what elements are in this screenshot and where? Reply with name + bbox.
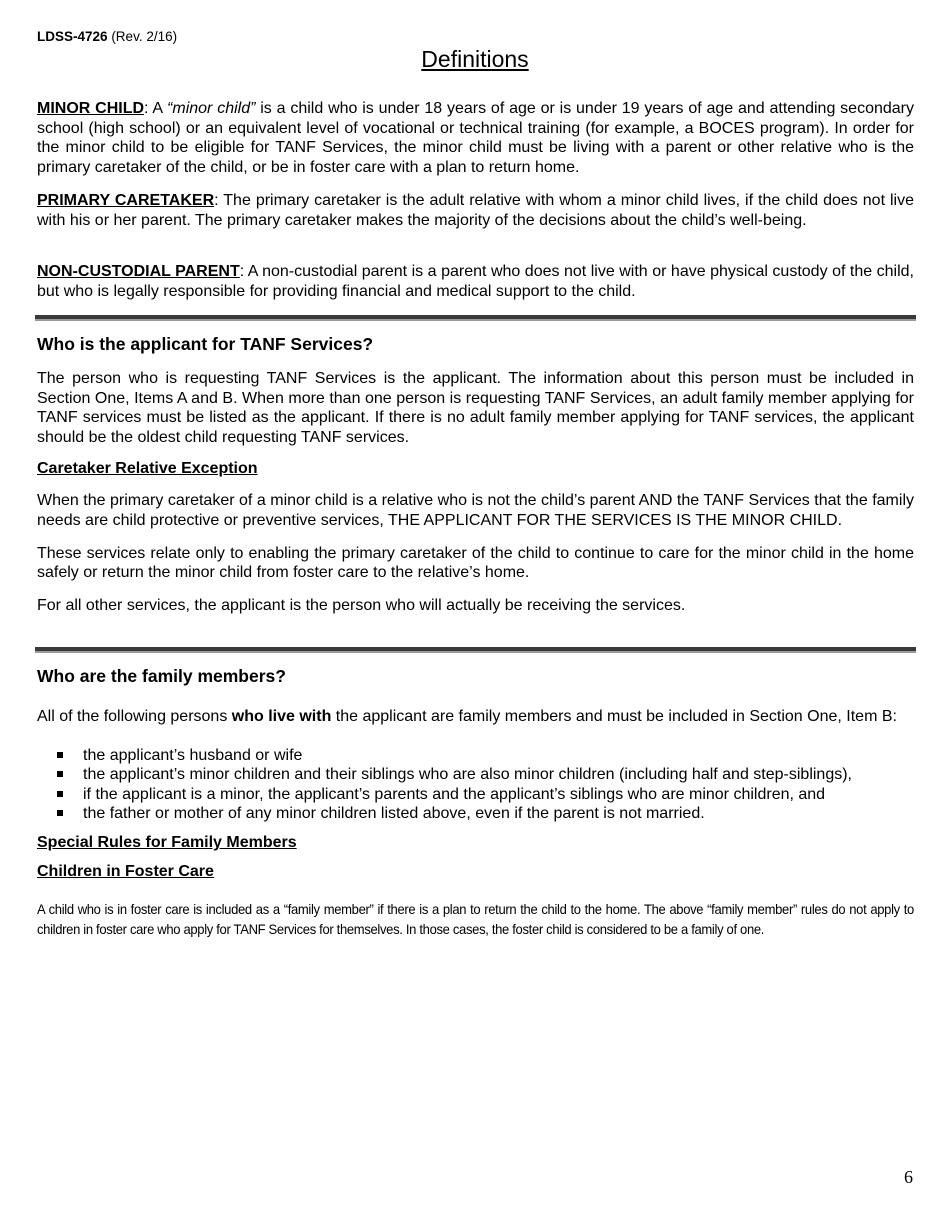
foster-care-text: A child who is in foster care is included as a “family member” if there is a plan to return the child to the home. The above “family member” rules do not apply to children in foster care who apply for TANF Services for themselves. In those cases, the foster child is considered to be a family of one. [37, 900, 914, 937]
foster-care-heading: Children in Foster Care [37, 862, 214, 880]
primary-caretaker-text: : The primary caretaker is the adult relative with whom a minor child lives, if the child does not live with his or her parent. The primary caretaker makes the majority of the decisions about the child’s well-being. [37, 192, 915, 229]
non-custodial-parent-text: : A non-custodial parent is a parent who does not live with or have physical custody of the child, but who is legally responsible for providing financial and medical support to the child. [37, 263, 915, 300]
form-number: LDSS-4726 [37, 29, 108, 44]
form-identifier [37, 29, 177, 44]
term-primary-caretaker: PRIMARY CARETAKER [37, 192, 215, 209]
services-text: These services relate only to enabling the primary caretaker of the child to continue to care for the minor child in the home safely or return the minor child from foster care to the relative’s home. [37, 544, 914, 582]
term-minor-child: MINOR CHILD [37, 100, 145, 117]
minor-child-italic: “minor child” [167, 100, 256, 117]
caretaker-exception-heading: Caretaker Relative Exception [37, 460, 258, 478]
term-non-custodial-parent: NON-CUSTODIAL PARENT [37, 263, 240, 280]
caretaker-exception-text: When the primary caretaker of a minor child is a relative who is not the child’s parent AND the TANF Services that the family needs are child protective or preventive services, THE APPLICANT FOR THE SERVICES IS THE MINOR CHILD. [37, 492, 914, 529]
family-heading: Who are the family members? [37, 666, 286, 686]
list-item: the father or mother of any minor children listed above, even if the parent is not married. [37, 804, 914, 824]
list-item: if the applicant is a minor, the applicant’s parents and the applicant’s siblings who are minor children, and [37, 785, 914, 805]
other-services-text: For all other services, the applicant is the person who will actually be receiving the services. [37, 596, 686, 614]
applicant-section [37, 334, 914, 615]
form-revision: (Rev. 2/16) [111, 29, 178, 44]
family-section [37, 666, 914, 939]
family-intro: All of the following persons who live with the applicant are family members and must be included in Section One, Item B: [37, 708, 897, 725]
definition-primary-caretaker [37, 191, 914, 230]
definition-minor-child: MINOR CHILD: A “minor child” is a child who is under 18 years of age or is under 19 years of age and attending secondary school (high school) or an equivalent level of vocational or technical training (for example, a BOCES program). In order for the minor child to be eligible for TANF Services, the minor child must be living with a parent or other relative who is the primary caretaker of the child, or be in foster care with a plan to return home. [37, 100, 914, 176]
applicant-intro: The person who is requesting TANF Services is the applicant. The information about this person must be included in Section One, Items A and B. When more than one person is requesting TANF Services, an adult family member applying for TANF services must be listed as the applicant. If there is no adult family member applying for TANF services, the applicant should be the oldest child requesting TANF services. [37, 370, 914, 446]
section-divider [35, 315, 916, 321]
section-divider [35, 647, 916, 653]
list-item: the applicant’s minor children and their siblings who are also minor children (including half and step-siblings), [37, 765, 914, 785]
definition-non-custodial-parent [37, 262, 914, 301]
minor-child-text: is a child who is under 18 years of age or is under 19 years of age and attending secondary school (high school) or an equivalent level of vocational or technical training (for example, a BOCES program). In order for the minor child to be eligible for TANF Services, the minor child must be living with a parent or other relative who is the primary caretaker of the child, or be in foster care with a plan to return home. [37, 100, 914, 176]
applicant-heading: Who is the applicant for TANF Services? [37, 334, 374, 354]
special-rules-heading: Special Rules for Family Members [37, 833, 297, 851]
page-number: 6 [904, 1167, 913, 1187]
list-item: the applicant’s husband or wife [37, 746, 914, 766]
who-live-with-emphasis: who live with [231, 708, 332, 725]
page-title: Definitions [421, 46, 529, 72]
family-members-list [37, 746, 914, 824]
